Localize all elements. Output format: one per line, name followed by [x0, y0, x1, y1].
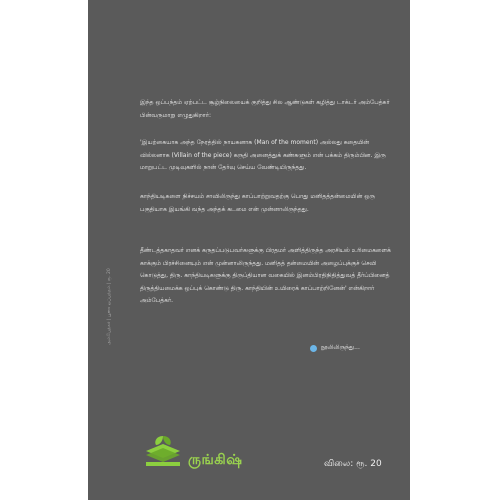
price-label: விலை: ரூ. 20 — [324, 459, 382, 469]
bullet-dot-icon — [310, 345, 317, 352]
back-cover — [88, 0, 410, 500]
paragraph-4: தீண்டத்தகாதவர் எனக் கருதப்படுபவர்களுக்கு பிரதமர் அளித்திருந்த அரசியல் உரிமைகளைக் காக்கும் பிரச்சினையும் என் முன்னாலிருந்தது. மனிதத் தன்மையின் அழைப்புக்குச் செவி கொடுத்து, திரு. காந்தியடிகளுக்கு திருப்தியான வகையில் இனம்பிரதிநிதித்துவத் தீர்ப்பினைத் திருத்தியமைக்க ஒப்புக் கொண்டு திரு. காந்தியின் உயிரைக் காப்பாற்றினேன்' என்கிறார் அம்பேத்கர். — [140, 247, 391, 304]
paragraph-3: காந்தியடிகளை நிச்சயம் சாவிலிருந்து காப்பாற்றுவதற்கு பொது மனிதத்தன்மையின் ஒரு பகுதியாக இயங்கி வந்த அந்தக் கடமை என் முன்னாலிருந்தது. — [140, 193, 375, 213]
paragraph-1: இந்த ஒப்பந்தம் ஏற்பட்ட சூழ்நிலையைக் குறித்து சில ஆண்டுகள் கழித்து டாக்டர் அம்பேத்கர் பின்வருமாறு எழுதுகிறார்: — [140, 99, 390, 119]
publisher-brand: ருங்கிஷ் — [188, 452, 243, 468]
paragraph-2: 'இயற்கையாக அந்த நேரத்தில் நாயகனாக (Man of the moment) அல்லது கதையின் வில்லனாக (Villain of the piece) கருதி அனைத்துக் கண்களும் என் பக்கம் திரும்பின. இரு மாறுபட்ட முடிவுகளில் நான் தேர்வு செய்ய வேண்டியிருந்தது. — [140, 139, 386, 171]
continued-note-text: நூலிலிருந்து... — [321, 344, 360, 351]
publisher-logo-icon — [142, 433, 184, 469]
side-vertical-text: அம்பேத்கர் | பூனா ஒப்பந்தம் | ரூ. 20 — [107, 268, 112, 345]
continued-note — [310, 344, 360, 352]
